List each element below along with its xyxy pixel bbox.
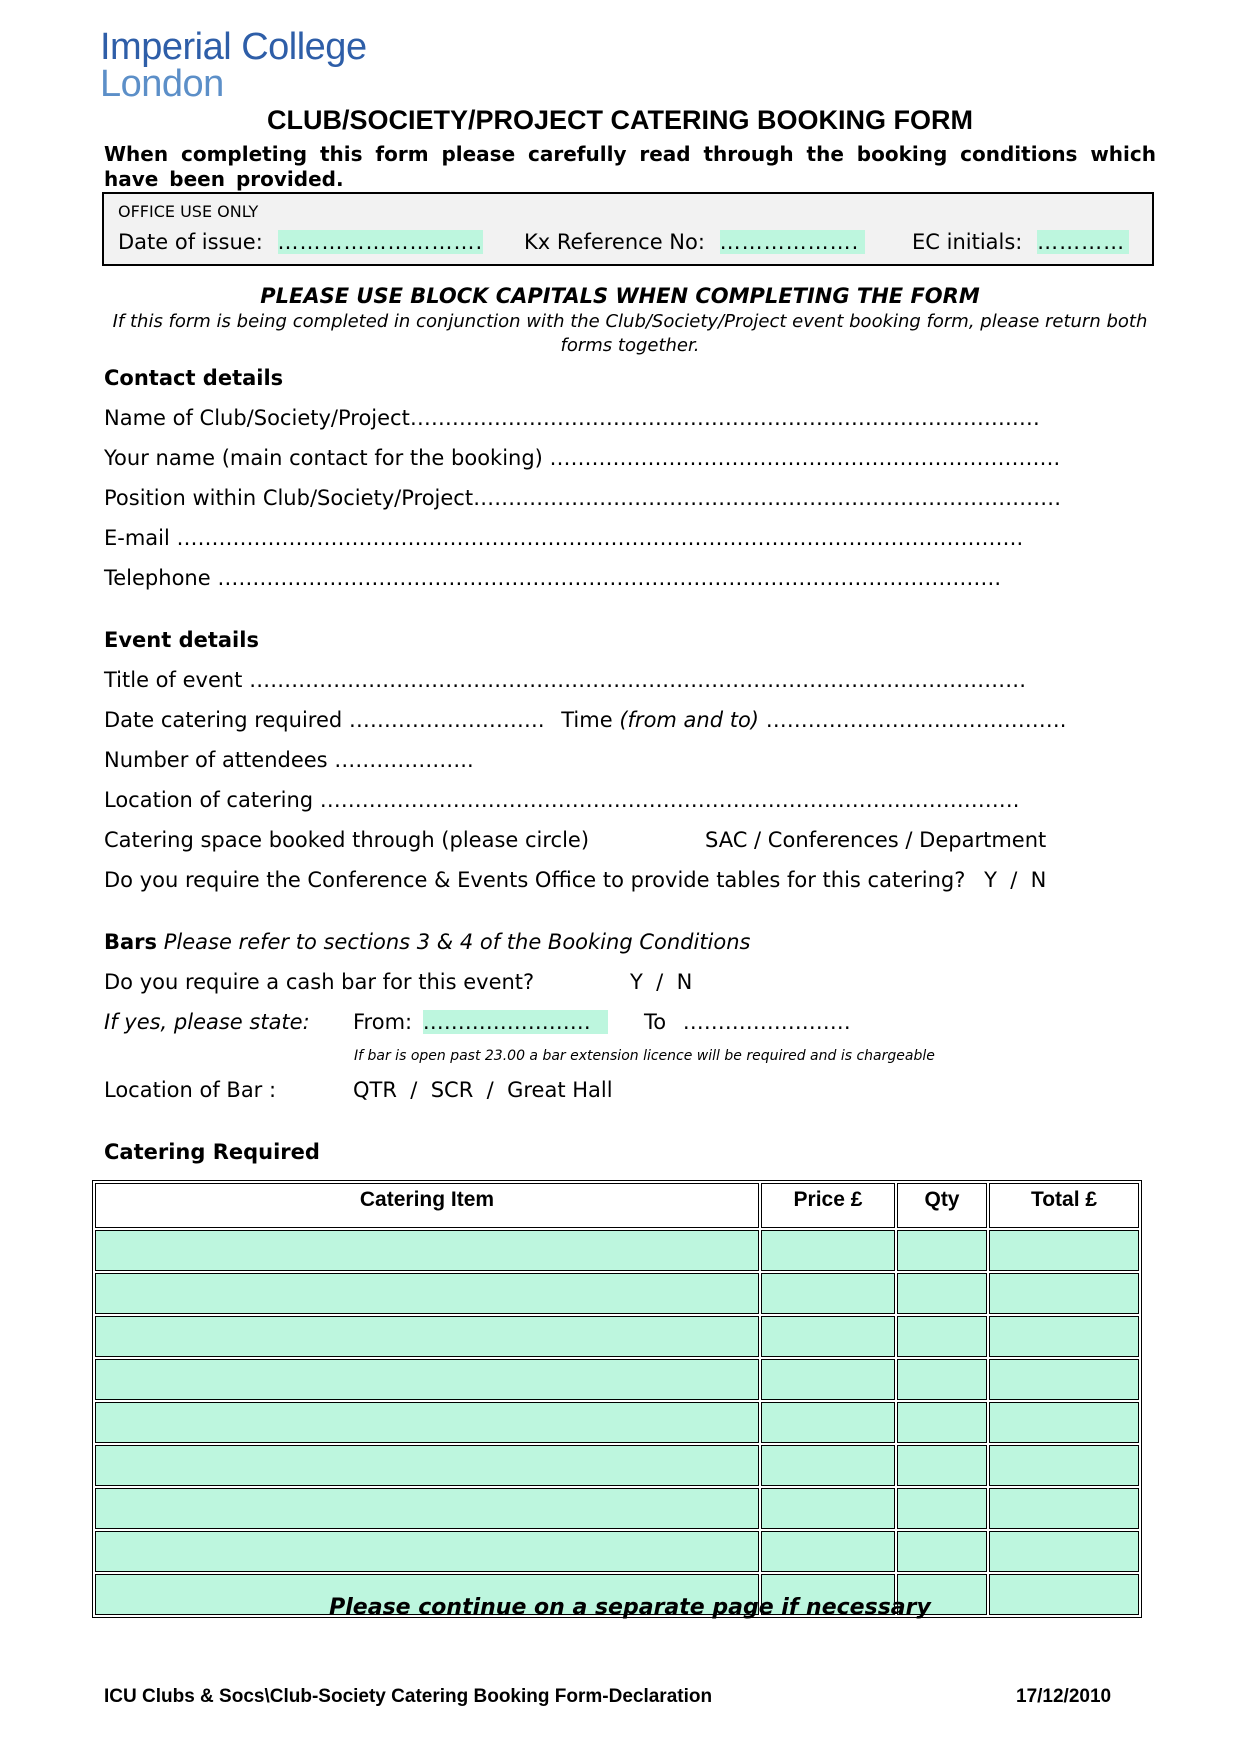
qty-cell[interactable] bbox=[897, 1531, 987, 1572]
bar-from-field[interactable]: …………………… bbox=[423, 1010, 608, 1034]
kx-reference-field[interactable]: ………………. bbox=[720, 230, 865, 254]
ec-initials-field[interactable]: ………… bbox=[1037, 230, 1129, 254]
col-catering-item: Catering Item bbox=[95, 1183, 759, 1228]
total-cell[interactable] bbox=[989, 1359, 1139, 1400]
total-cell[interactable] bbox=[989, 1445, 1139, 1486]
bar-location-label: Location of Bar : bbox=[104, 1078, 277, 1102]
price-cell[interactable] bbox=[761, 1316, 895, 1357]
total-cell[interactable] bbox=[989, 1230, 1139, 1271]
imperial-logo bbox=[100, 26, 367, 105]
table-row bbox=[95, 1402, 1139, 1443]
table-row bbox=[95, 1488, 1139, 1529]
combined-forms-note: If this form is being completed in conjunction with the Club/Society/Project event booking form, please return both forms together. bbox=[112, 311, 1148, 356]
total-cell[interactable] bbox=[989, 1488, 1139, 1529]
intro-text: When completing this form please carefully read through the booking conditions which have been provided. bbox=[104, 142, 1156, 191]
catering-table-header bbox=[95, 1183, 1139, 1228]
event-title-field[interactable]: Title of event ………………………………………………………………………………………………… bbox=[104, 668, 1027, 692]
item-cell[interactable] bbox=[95, 1359, 759, 1400]
time-field[interactable]: ……………………………………. bbox=[765, 708, 1067, 732]
col-total: Total £ bbox=[989, 1183, 1139, 1228]
time-label: Time bbox=[561, 708, 613, 732]
qty-cell[interactable] bbox=[897, 1488, 987, 1529]
qty-cell[interactable] bbox=[897, 1316, 987, 1357]
price-cell[interactable] bbox=[761, 1445, 895, 1486]
qty-cell[interactable] bbox=[897, 1445, 987, 1486]
form-title: CLUB/SOCIETY/PROJECT CATERING BOOKING FORM bbox=[266, 105, 974, 135]
location-field[interactable]: Location of catering ………………………………………………………………………………………. bbox=[104, 788, 1020, 812]
bar-from-row bbox=[353, 1010, 608, 1034]
continue-note: Please continue on a separate page if necessary bbox=[329, 1595, 931, 1620]
ec-initials-row bbox=[912, 230, 1129, 254]
tables-question-text: Do you require the Conference & Events Office to provide tables for this catering? bbox=[104, 868, 966, 892]
cash-bar-question: Do you require a cash bar for this event? bbox=[104, 970, 535, 994]
footer-date: 17/12/2010 bbox=[1016, 1686, 1112, 1707]
item-cell[interactable] bbox=[95, 1531, 759, 1572]
date-required-field[interactable]: Date catering required ………………………. bbox=[104, 708, 545, 732]
table-row bbox=[95, 1230, 1139, 1271]
total-cell[interactable] bbox=[989, 1402, 1139, 1443]
if-yes-label: If yes, please state: bbox=[104, 1010, 310, 1034]
table-row bbox=[95, 1445, 1139, 1486]
bars-heading: Bars bbox=[104, 930, 158, 954]
price-cell[interactable] bbox=[761, 1488, 895, 1529]
qty-cell[interactable] bbox=[897, 1359, 987, 1400]
table-row bbox=[95, 1359, 1139, 1400]
col-price: Price £ bbox=[761, 1183, 895, 1228]
qty-cell[interactable] bbox=[897, 1273, 987, 1314]
item-cell[interactable] bbox=[95, 1316, 759, 1357]
position-field[interactable]: Position within Club/Society/Project………………………………………………………………………… bbox=[104, 486, 1062, 510]
club-name-field[interactable]: Name of Club/Society/Project……………………………………………………………………………… bbox=[104, 406, 1040, 430]
bar-to-field[interactable]: …………………… bbox=[682, 1010, 851, 1034]
price-cell[interactable] bbox=[761, 1402, 895, 1443]
bars-heading-note: Please refer to sections 3 & 4 of the Booking Conditions bbox=[163, 930, 751, 954]
total-cell[interactable] bbox=[989, 1531, 1139, 1572]
bar-from-label: From: bbox=[353, 1010, 413, 1034]
tables-question bbox=[104, 868, 1046, 892]
tables-yn-choice[interactable]: Y / N bbox=[984, 868, 1047, 892]
table-row bbox=[95, 1316, 1139, 1357]
total-cell[interactable] bbox=[989, 1273, 1139, 1314]
bar-extension-note: If bar is open past 23.00 a bar extension licence will be required and is chargeable bbox=[354, 1048, 935, 1064]
office-header: OFFICE USE ONLY bbox=[118, 202, 259, 221]
date-of-issue-field[interactable]: ………………………. bbox=[277, 230, 484, 254]
col-qty: Qty bbox=[897, 1183, 987, 1228]
total-cell[interactable] bbox=[989, 1316, 1139, 1357]
attendees-field[interactable]: Number of attendees ……………….. bbox=[104, 748, 474, 772]
event-details-heading: Event details bbox=[104, 628, 259, 652]
item-cell[interactable] bbox=[95, 1273, 759, 1314]
logo-line1: Imperial College bbox=[100, 26, 367, 68]
your-name-field[interactable]: Your name (main contact for the booking) ………………………………………………………………. bbox=[104, 446, 1061, 470]
bar-to-label: To bbox=[644, 1010, 667, 1034]
table-row bbox=[95, 1273, 1139, 1314]
footer-path: ICU Clubs & Socs\Club-Society Catering Booking Form-Declaration bbox=[104, 1686, 713, 1707]
price-cell[interactable] bbox=[761, 1359, 895, 1400]
date-time-row bbox=[104, 708, 1066, 732]
catering-table bbox=[92, 1180, 1142, 1618]
table-row bbox=[95, 1531, 1139, 1572]
catering-required-heading: Catering Required bbox=[104, 1140, 320, 1164]
time-note: (from and to) bbox=[619, 708, 760, 732]
catering-space-options[interactable]: SAC / Conferences / Department bbox=[705, 828, 1047, 852]
telephone-field[interactable]: Telephone …………………………………………………………………………………………………. bbox=[104, 566, 1002, 590]
date-of-issue-row bbox=[118, 230, 483, 254]
date-of-issue-label: Date of issue: bbox=[118, 230, 263, 254]
ec-initials-label: EC initials: bbox=[912, 230, 1023, 254]
catering-space-label: Catering space booked through (please circle) bbox=[104, 828, 590, 852]
block-capitals-notice: PLEASE USE BLOCK CAPITALS WHEN COMPLETING THE FORM bbox=[260, 284, 980, 308]
kx-reference-label: Kx Reference No: bbox=[524, 230, 705, 254]
kx-reference-row bbox=[524, 230, 865, 254]
bar-to-row bbox=[644, 1010, 851, 1034]
qty-cell[interactable] bbox=[897, 1230, 987, 1271]
email-field[interactable]: E-mail …………………………………………………………………………………………………………. bbox=[104, 526, 1024, 550]
price-cell[interactable] bbox=[761, 1273, 895, 1314]
bars-heading-row bbox=[104, 930, 750, 954]
cash-bar-yn-choice[interactable]: Y / N bbox=[630, 970, 693, 994]
item-cell[interactable] bbox=[95, 1230, 759, 1271]
qty-cell[interactable] bbox=[897, 1402, 987, 1443]
item-cell[interactable] bbox=[95, 1488, 759, 1529]
price-cell[interactable] bbox=[761, 1230, 895, 1271]
price-cell[interactable] bbox=[761, 1531, 895, 1572]
contact-details-heading: Contact details bbox=[104, 366, 284, 390]
item-cell[interactable] bbox=[95, 1402, 759, 1443]
bar-location-options[interactable]: QTR / SCR / Great Hall bbox=[353, 1078, 613, 1102]
office-use-box bbox=[102, 192, 1154, 266]
item-cell[interactable] bbox=[95, 1445, 759, 1486]
logo-line2: London bbox=[100, 63, 224, 105]
